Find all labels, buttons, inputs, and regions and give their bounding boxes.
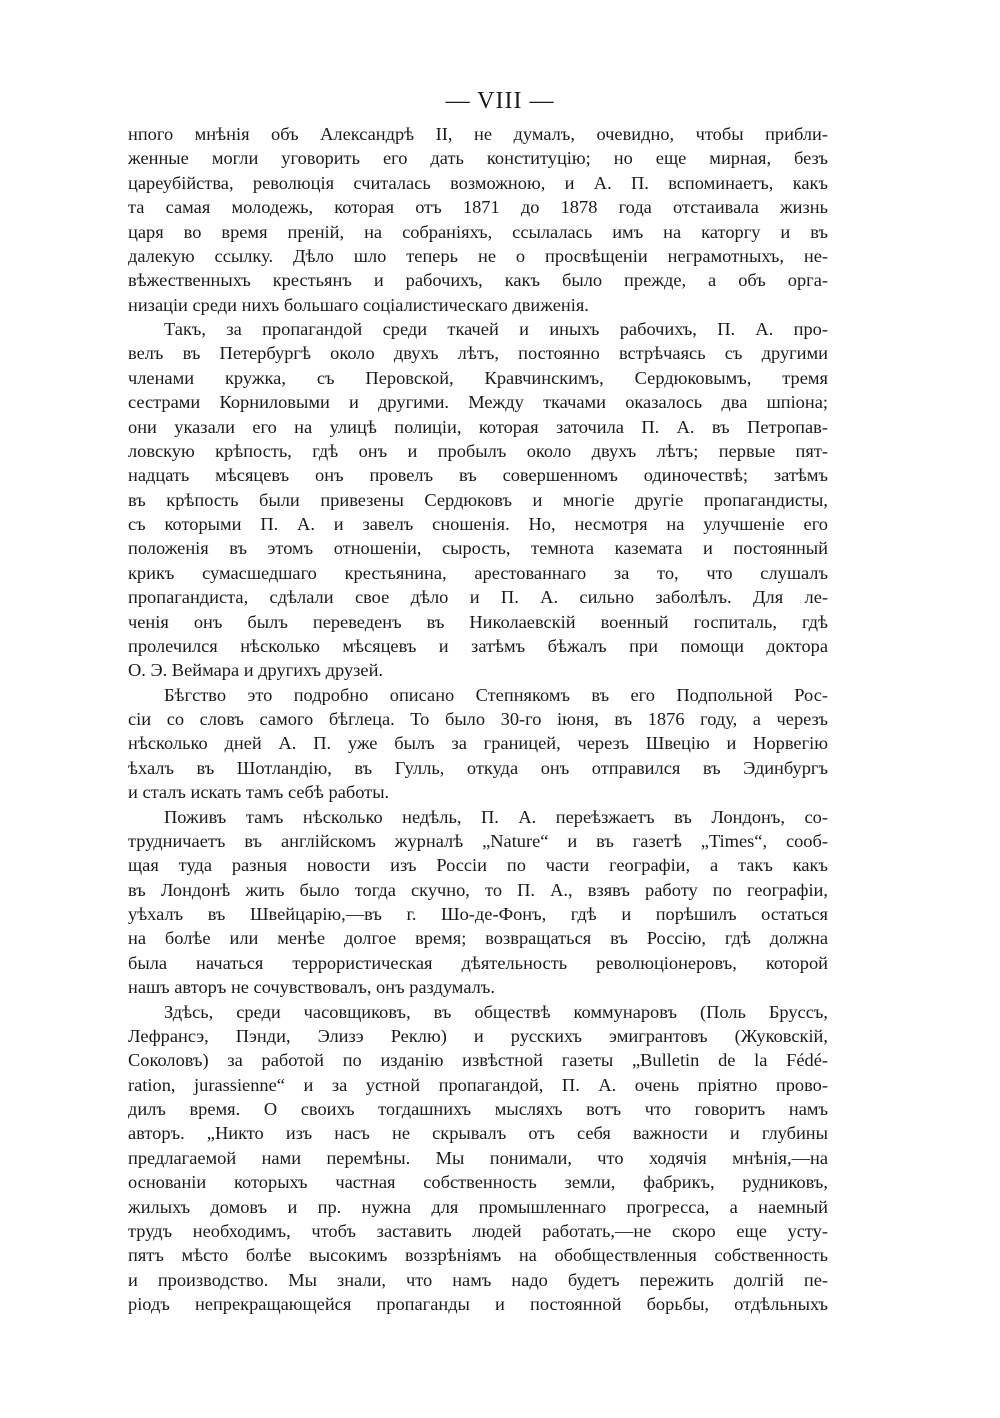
text-line: вѣжественныхъ крестьянъ и рабочихъ, какъ было прежде, а объ орга- <box>128 270 828 291</box>
text-line: ловскую крѣпость, гдѣ онъ и пробылъ около двухъ лѣтъ; первые пят- <box>128 440 828 461</box>
text-line: членами кружка, съ Перовской, Кравчинскимъ, Сердюковымъ, тремя <box>128 367 828 388</box>
text-line: сестрами Корниловыми и другими. Между ткачами оказалось два шпіона; <box>128 392 828 413</box>
text-line: женные могли уговорить его дать конституцію; но еще мирная, безъ <box>128 148 828 169</box>
text-line: въ крѣпость были привезены Сердюковъ и многіе другіе пропагандисты, <box>128 489 828 510</box>
text-line: ченія онъ былъ переведенъ въ Николаевскій военный госпиталь, гдѣ <box>128 611 828 632</box>
text-line: они указали его на улицѣ полиціи, которая заточила П. А. въ Петропав- <box>128 416 828 437</box>
text-line: Такъ, за пропагандой среди ткачей и иныхъ рабочихъ, П. А. про- <box>164 319 828 339</box>
text-line: сіи со словъ самого бѣглеца. То было 30-го іюня, въ 1876 году, а черезъ <box>128 709 828 729</box>
text-line: велъ въ Петербургѣ около двухъ лѣтъ, постоянно встрѣчаясь съ другими <box>128 343 828 364</box>
text-line: предлагаемой нами перемѣны. Мы понимали, что ходячія мнѣнія,—на <box>128 1147 828 1168</box>
text-line: Бѣгство это подробно описано Степнякомъ въ его Подпольной Рос- <box>164 684 828 705</box>
text-line: пятъ мѣсто болѣе высокимъ воззрѣніямъ на обобществленныя собственность <box>128 1245 828 1266</box>
text-line: Здѣсь, среди часовщиковъ, въ обществѣ коммунаровъ (Поль Бруссъ, <box>164 1001 828 1022</box>
text-line: царя во время преній, на собраніяхъ, ссылалась имъ на каторгу и въ <box>128 221 828 242</box>
text-line: и производство. Мы знали, что намъ надо будетъ пережить долгій пе- <box>128 1269 828 1290</box>
text-line: щая туда разныя новости изъ Россіи по части географіи, а такъ какъ <box>128 855 828 876</box>
text-line: далекую ссылку. Дѣло шло теперь не о просвѣщеніи неграмотныхъ, не- <box>128 245 828 266</box>
text-line: трудъ необходимъ, чтобъ заставить людей работать,—не скоро еще усту- <box>128 1220 828 1241</box>
text-line: та самая молодежь, которая отъ 1871 до 1878 года отстаивала жизнь <box>128 197 828 218</box>
text-line: и сталъ искать тамъ себѣ работы. <box>128 782 390 803</box>
page-number: — VIII — <box>445 88 555 114</box>
text-line: ѣхалъ въ Шотландію, въ Гулль, откуда онъ отправился въ Эдинбургъ <box>128 757 828 778</box>
text-line: пролечился нѣсколько мѣсяцевъ и затѣмъ бѣжалъ при помощи доктора <box>128 635 828 656</box>
text-line: уѣхалъ въ Швейцарію,—въ г. Шо-де-Фонъ, гдѣ и порѣшилъ остаться <box>128 904 828 924</box>
text-line: пропагандиста, сдѣлали свое дѣло и П. А. сильно заболѣлъ. Для ле- <box>128 587 828 608</box>
text-line: ration, jurassienne“ и за устной пропагандой, П. А. очень пріятно прово- <box>128 1074 828 1095</box>
text-line: нашъ авторъ не сочувствовалъ, онъ раздумалъ. <box>128 977 495 998</box>
text-line: была начаться террористическая дѣятельность революціонеровъ, которой <box>128 952 828 973</box>
text-line: на болѣе или менѣе долгое время; возвращаться въ Россію, гдѣ должна <box>128 928 828 949</box>
text-line: Лефрансэ, Пэнди, Элизэ Реклю) и русскихъ эмигрантовъ (Жуковскій, <box>128 1025 828 1046</box>
text-line: трудничаетъ въ англійскомъ журналѣ „Nature“ и въ газетѣ „Times“, сооб- <box>128 830 828 851</box>
text-line: цареубійства, революція считалась возможною, и А. П. вспоминаетъ, какъ <box>128 172 828 193</box>
text-line: въ Лондонѣ жить было тогда скучно, то П. А., взявъ работу по географіи, <box>128 879 828 900</box>
text-line: положенія въ этомъ отношеніи, сырость, темнота каземата и постоянный <box>128 538 828 559</box>
text-line: нѣсколько дней А. П. уже былъ за границей, черезъ Швецію и Норвегію <box>128 733 828 754</box>
text-line: Поживъ тамъ нѣсколько недѣль, П. А. переѣзжаетъ въ Лондонъ, со- <box>164 806 828 827</box>
text-line: надцать мѣсяцевъ онъ провелъ въ совершенномъ одиночествѣ; затѣмъ <box>128 465 828 486</box>
text-line: основаніи которыхъ частная собственность земли, фабрикъ, рудниковъ, <box>128 1172 828 1193</box>
text-line: съ которыми П. А. и завелъ сношенія. Но, несмотря на улучшеніе его <box>128 514 828 534</box>
text-line: ріодъ непрекращающейся пропаганды и постоянной борьбы, отдѣльныхъ <box>128 1294 828 1314</box>
body-text <box>128 122 828 1316</box>
text-line: О. Э. Веймара и другихъ друзей. <box>128 660 384 681</box>
text-line: Соколовъ) за работой по изданію извѣстной газеты „Bulletin de la Fédé- <box>128 1050 828 1071</box>
text-line: авторъ. „Никто изъ насъ не скрывалъ отъ себя важности и глубины <box>128 1123 828 1144</box>
text-line: дилъ время. О своихъ тогдашнихъ мысляхъ вотъ что говоритъ намъ <box>128 1099 828 1119</box>
text-line: низаціи среди нихъ большаго соціалистическаго движенія. <box>128 294 589 315</box>
text-line: жилыхъ домовъ и пр. нужна для промышленнаго прогресса, а наемный <box>128 1196 828 1217</box>
text-line: нпого мнѣнія объ Александрѣ II, не думалъ, очевидно, чтобы прибли- <box>128 124 828 144</box>
text-line: крикъ сумасшедшаго крестьянина, арестованнаго за то, что слушалъ <box>128 562 828 583</box>
